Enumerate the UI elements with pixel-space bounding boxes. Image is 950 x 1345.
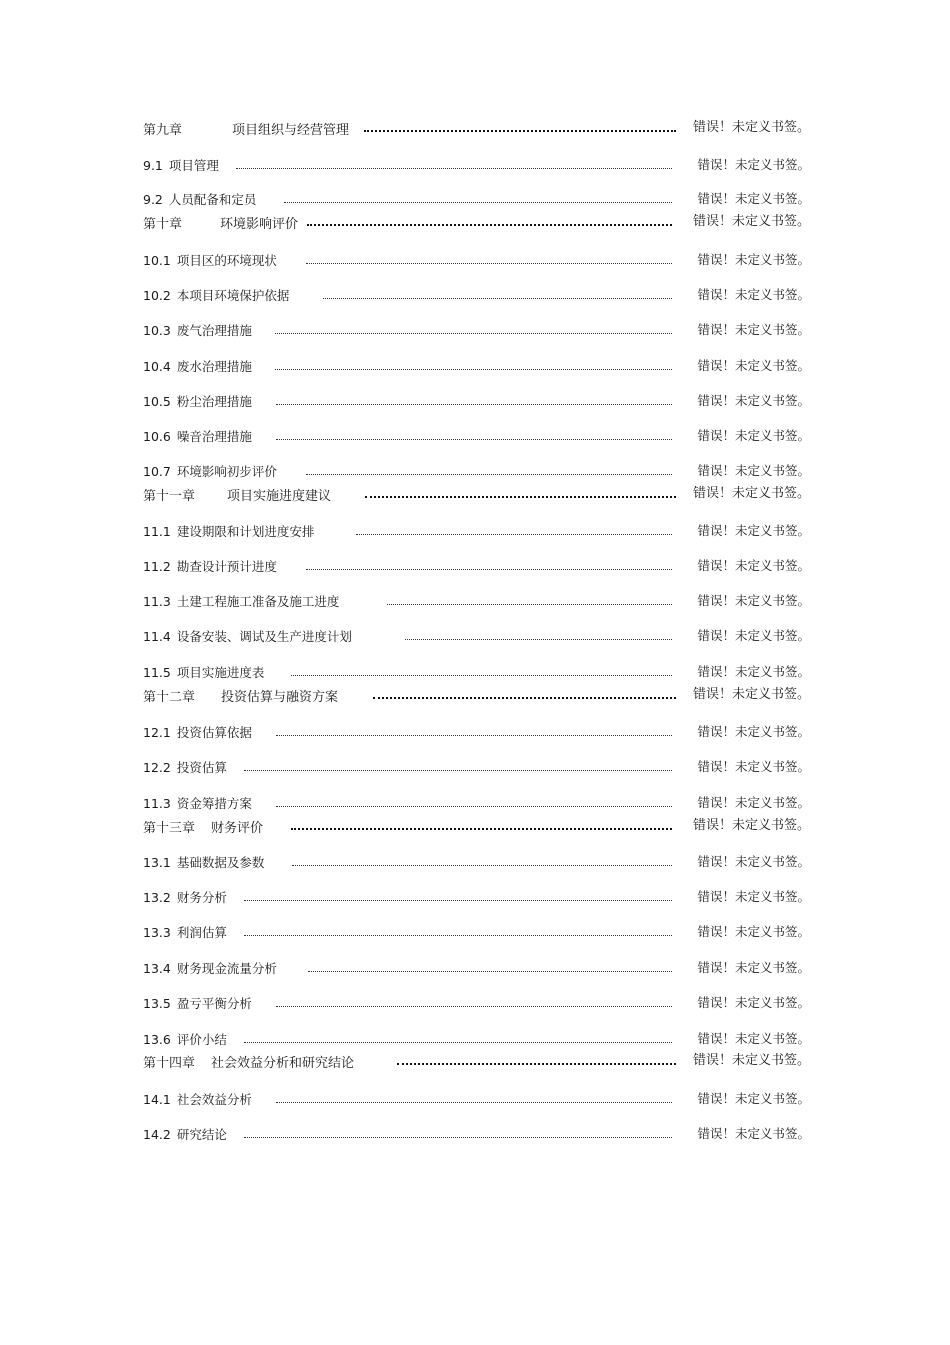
toc-entry-number: 第十一章	[143, 488, 196, 504]
toc-section-entry[interactable]	[143, 922, 810, 942]
toc-entry-number: 11.3	[143, 795, 171, 811]
toc-page-reference: 错误！未定义书签。	[697, 523, 810, 538]
toc-page-reference: 错误！未定义书签。	[697, 157, 810, 172]
toc-entry-label	[143, 686, 338, 705]
dot-leader	[365, 496, 676, 498]
toc-entry-number: 13.5	[143, 995, 171, 1011]
toc-page-reference: 错误！未定义书签。	[697, 795, 810, 810]
toc-entry-title: 投资估算	[176, 760, 227, 775]
toc-entry-number: 12.2	[143, 759, 171, 775]
toc-section-entry[interactable]	[143, 662, 810, 682]
toc-page-reference: 错误！未定义书签。	[697, 854, 810, 869]
toc-entry-number: 9.1	[143, 157, 163, 173]
dot-leader	[276, 1006, 672, 1007]
toc-entry-title: 粉尘治理措施	[176, 394, 252, 409]
toc-page-reference: 错误！未定义书签。	[692, 486, 810, 501]
toc-page-reference: 错误！未定义书签。	[697, 322, 810, 337]
toc-entry-label	[143, 923, 227, 941]
dot-leader	[373, 697, 676, 699]
toc-page-reference: 错误！未定义书签。	[697, 428, 810, 443]
toc-entry-label	[143, 817, 263, 836]
toc-entry-number: 10.4	[143, 358, 171, 374]
toc-entry-title: 社会效益分析	[176, 1092, 252, 1107]
toc-entry-number: 第十章	[143, 216, 183, 232]
toc-entry-label	[143, 213, 298, 232]
toc-entry-title: 利润估算	[176, 925, 227, 940]
toc-entry-number: 12.1	[143, 724, 171, 740]
toc-section-entry[interactable]	[143, 556, 810, 576]
toc-entry-label	[143, 794, 252, 812]
toc-entry-title: 人员配备和定员	[168, 192, 257, 207]
toc-entry-number: 11.1	[143, 523, 171, 539]
toc-entry-label	[143, 888, 227, 906]
dot-leader	[244, 900, 672, 901]
toc-page-reference: 错误！未定义书签。	[697, 924, 810, 939]
toc-page-reference: 错误！未定义书签。	[697, 759, 810, 774]
toc-page-reference: 错误！未定义书签。	[697, 995, 810, 1010]
toc-entry-title: 噪音治理措施	[176, 429, 252, 444]
toc-entry-title: 盈亏平衡分析	[176, 996, 252, 1011]
toc-page-reference: 错误！未定义书签。	[697, 664, 810, 679]
toc-page-reference: 错误！未定义书签。	[692, 687, 810, 702]
toc-section-entry[interactable]	[143, 250, 810, 270]
toc-page-reference: 错误！未定义书签。	[697, 960, 810, 975]
toc-entry-number: 14.1	[143, 1091, 171, 1107]
toc-entry-title: 项目实施进度表	[176, 665, 265, 680]
toc-entry-title: 投资估算与融资方案	[221, 689, 339, 705]
toc-entry-title: 本项目环境保护依据	[176, 288, 290, 303]
toc-page-reference: 错误！未定义书签。	[697, 889, 810, 904]
toc-section-entry[interactable]	[143, 852, 810, 872]
dot-leader	[291, 675, 672, 676]
toc-entry-label	[143, 190, 256, 208]
toc-entry-title: 财务现金流量分析	[176, 961, 277, 976]
dot-leader	[308, 971, 672, 972]
toc-entry-label	[143, 758, 227, 776]
dot-leader	[276, 439, 672, 440]
toc-entry-label	[143, 251, 277, 269]
dot-leader	[291, 828, 672, 830]
toc-entry-label	[143, 1030, 227, 1048]
toc-entry-title: 废气治理措施	[176, 323, 252, 338]
toc-entry-number: 第十四章	[143, 1055, 196, 1071]
dot-leader	[356, 534, 672, 535]
toc-entry-number: 14.2	[143, 1126, 171, 1142]
toc-section-entry[interactable]	[143, 521, 810, 541]
toc-entry-title: 资金筹措方案	[176, 796, 252, 811]
toc-entry-label	[143, 994, 252, 1012]
toc-page-reference: 错误！未定义书签。	[697, 593, 810, 608]
toc-page-reference: 错误！未定义书签。	[697, 393, 810, 408]
toc-entry-number: 10.5	[143, 393, 171, 409]
toc-entry-title: 环境影响评价	[220, 216, 299, 232]
toc-entry-number: 13.2	[143, 889, 171, 905]
toc-section-entry[interactable]	[143, 285, 810, 305]
toc-page-reference: 错误！未定义书签。	[692, 818, 810, 833]
toc-page-reference: 错误！未定义书签。	[697, 358, 810, 373]
toc-chapter-entry[interactable]	[143, 212, 810, 232]
toc-entry-number: 10.1	[143, 252, 171, 268]
toc-entry-number: 11.2	[143, 558, 171, 574]
toc-entry-label	[143, 321, 252, 339]
toc-entry-title: 勘查设计预计进度	[176, 559, 277, 574]
toc-entry-number: 10.7	[143, 463, 171, 479]
toc-section-entry[interactable]	[143, 1089, 810, 1109]
dot-leader	[244, 1137, 672, 1138]
toc-entry-label	[143, 663, 264, 681]
toc-entry-label	[143, 286, 289, 304]
toc-entry-title: 土建工程施工准备及施工进度	[176, 594, 340, 609]
toc-page-reference: 错误！未定义书签。	[697, 724, 810, 739]
toc-entry-number: 11.4	[143, 628, 171, 644]
toc-entry-label	[143, 959, 277, 977]
toc-section-entry[interactable]	[143, 189, 810, 209]
toc-entry-label	[143, 1125, 227, 1143]
toc-entry-title: 设备安装、调试及生产进度计划	[176, 629, 352, 644]
toc-entry-number: 11.3	[143, 593, 171, 609]
dot-leader	[236, 168, 672, 169]
dot-leader	[292, 865, 672, 866]
toc-entry-title: 投资估算依据	[176, 725, 252, 740]
toc-section-entry[interactable]	[143, 155, 810, 175]
toc-section-entry[interactable]	[143, 461, 810, 481]
toc-entry-number: 11.5	[143, 664, 171, 680]
toc-section-entry[interactable]	[143, 887, 810, 907]
toc-section-entry[interactable]	[143, 426, 810, 446]
dot-leader	[275, 333, 672, 334]
toc-section-entry[interactable]	[143, 356, 810, 376]
toc-entry-title: 环境影响初步评价	[176, 464, 277, 479]
dot-leader	[276, 735, 672, 736]
dot-leader	[244, 770, 672, 771]
toc-entry-title: 项目组织与经营管理	[232, 122, 350, 138]
toc-entry-label	[143, 427, 252, 445]
dot-leader	[276, 404, 672, 405]
toc-entry-number: 10.3	[143, 322, 171, 338]
toc-entry-number: 第十二章	[143, 689, 196, 705]
toc-page-reference: 错误！未定义书签。	[692, 120, 810, 135]
toc-section-entry[interactable]	[143, 591, 810, 611]
dot-leader	[364, 130, 676, 132]
toc-entry-number: 第十三章	[143, 820, 196, 836]
toc-page-reference: 错误！未定义书签。	[697, 1031, 810, 1046]
dot-leader	[244, 935, 672, 936]
toc-entry-number: 10.2	[143, 287, 171, 303]
toc-section-entry[interactable]	[143, 1124, 810, 1144]
toc-entry-title: 研究结论	[176, 1127, 227, 1142]
toc-page-reference: 错误！未定义书签。	[697, 463, 810, 478]
toc-entry-number: 第九章	[143, 122, 183, 138]
toc-chapter-entry[interactable]	[143, 118, 810, 138]
toc-entry-label	[143, 853, 264, 871]
toc-section-entry[interactable]	[143, 626, 810, 646]
toc-entry-label	[143, 357, 252, 375]
toc-page-reference: 错误！未定义书签。	[697, 1126, 810, 1141]
toc-entry-label	[143, 119, 349, 138]
toc-page-reference: 错误！未定义书签。	[697, 558, 810, 573]
toc-entry-title: 基础数据及参数	[176, 855, 265, 870]
dot-leader	[306, 263, 672, 264]
toc-page-reference: 错误！未定义书签。	[692, 214, 810, 229]
dot-leader	[306, 569, 672, 570]
toc-section-entry[interactable]	[143, 993, 810, 1013]
toc-chapter-entry[interactable]	[143, 484, 810, 504]
toc-entry-title: 项目实施进度建议	[227, 488, 332, 504]
toc-section-entry[interactable]	[143, 958, 810, 978]
toc-page-reference: 错误！未定义书签。	[697, 1091, 810, 1106]
toc-entry-label	[143, 1090, 252, 1108]
toc-entry-number: 13.3	[143, 924, 171, 940]
toc-entry-title: 废水治理措施	[176, 359, 252, 374]
toc-entry-label	[143, 522, 314, 540]
toc-section-entry[interactable]	[143, 320, 810, 340]
dot-leader	[275, 369, 672, 370]
dot-leader	[405, 639, 672, 640]
dot-leader	[284, 202, 672, 203]
toc-entry-number: 13.6	[143, 1031, 171, 1047]
toc-entry-label	[143, 557, 277, 575]
toc-entry-number: 13.1	[143, 854, 171, 870]
toc-page-reference: 错误！未定义书签。	[697, 287, 810, 302]
toc-entry-number: 10.6	[143, 428, 171, 444]
dot-leader	[387, 604, 672, 605]
toc-page-reference: 错误！未定义书签。	[692, 1053, 810, 1068]
toc-section-entry[interactable]	[143, 793, 810, 813]
toc-page-reference: 错误！未定义书签。	[697, 191, 810, 206]
toc-chapter-entry[interactable]	[143, 685, 810, 705]
toc-entry-title: 评价小结	[176, 1032, 227, 1047]
toc-page-reference: 错误！未定义书签。	[697, 252, 810, 267]
toc-entry-title: 项目管理	[168, 158, 219, 173]
toc-entry-title: 社会效益分析和研究结论	[211, 1055, 355, 1071]
toc-chapter-entry[interactable]	[143, 1051, 810, 1071]
toc-entry-label	[143, 485, 331, 504]
toc-section-entry[interactable]	[143, 391, 810, 411]
toc-entry-title: 项目区的环境现状	[176, 253, 277, 268]
toc-page-reference: 错误！未定义书签。	[697, 628, 810, 643]
toc-section-entry[interactable]	[143, 757, 810, 777]
toc-entry-label	[143, 392, 252, 410]
toc-entry-title: 建设期限和计划进度安排	[176, 524, 315, 539]
toc-entry-label	[143, 723, 252, 741]
dot-leader	[244, 1042, 672, 1043]
toc-section-entry[interactable]	[143, 1029, 810, 1049]
dot-leader	[276, 1102, 672, 1103]
toc-chapter-entry[interactable]	[143, 816, 810, 836]
toc-entry-label	[143, 1052, 354, 1071]
toc-entry-label	[143, 462, 277, 480]
dot-leader	[307, 224, 672, 226]
dot-leader	[397, 1063, 676, 1065]
dot-leader	[306, 474, 672, 475]
toc-section-entry[interactable]	[143, 722, 810, 742]
dot-leader	[276, 806, 672, 807]
toc-entry-label	[143, 156, 219, 174]
dot-leader	[323, 298, 672, 299]
toc-entry-number: 13.4	[143, 960, 171, 976]
toc-entry-title: 财务分析	[176, 890, 227, 905]
toc-entry-title: 财务评价	[211, 820, 264, 836]
toc-entry-number: 9.2	[143, 191, 163, 207]
toc-entry-label	[143, 627, 352, 645]
toc-entry-label	[143, 592, 339, 610]
